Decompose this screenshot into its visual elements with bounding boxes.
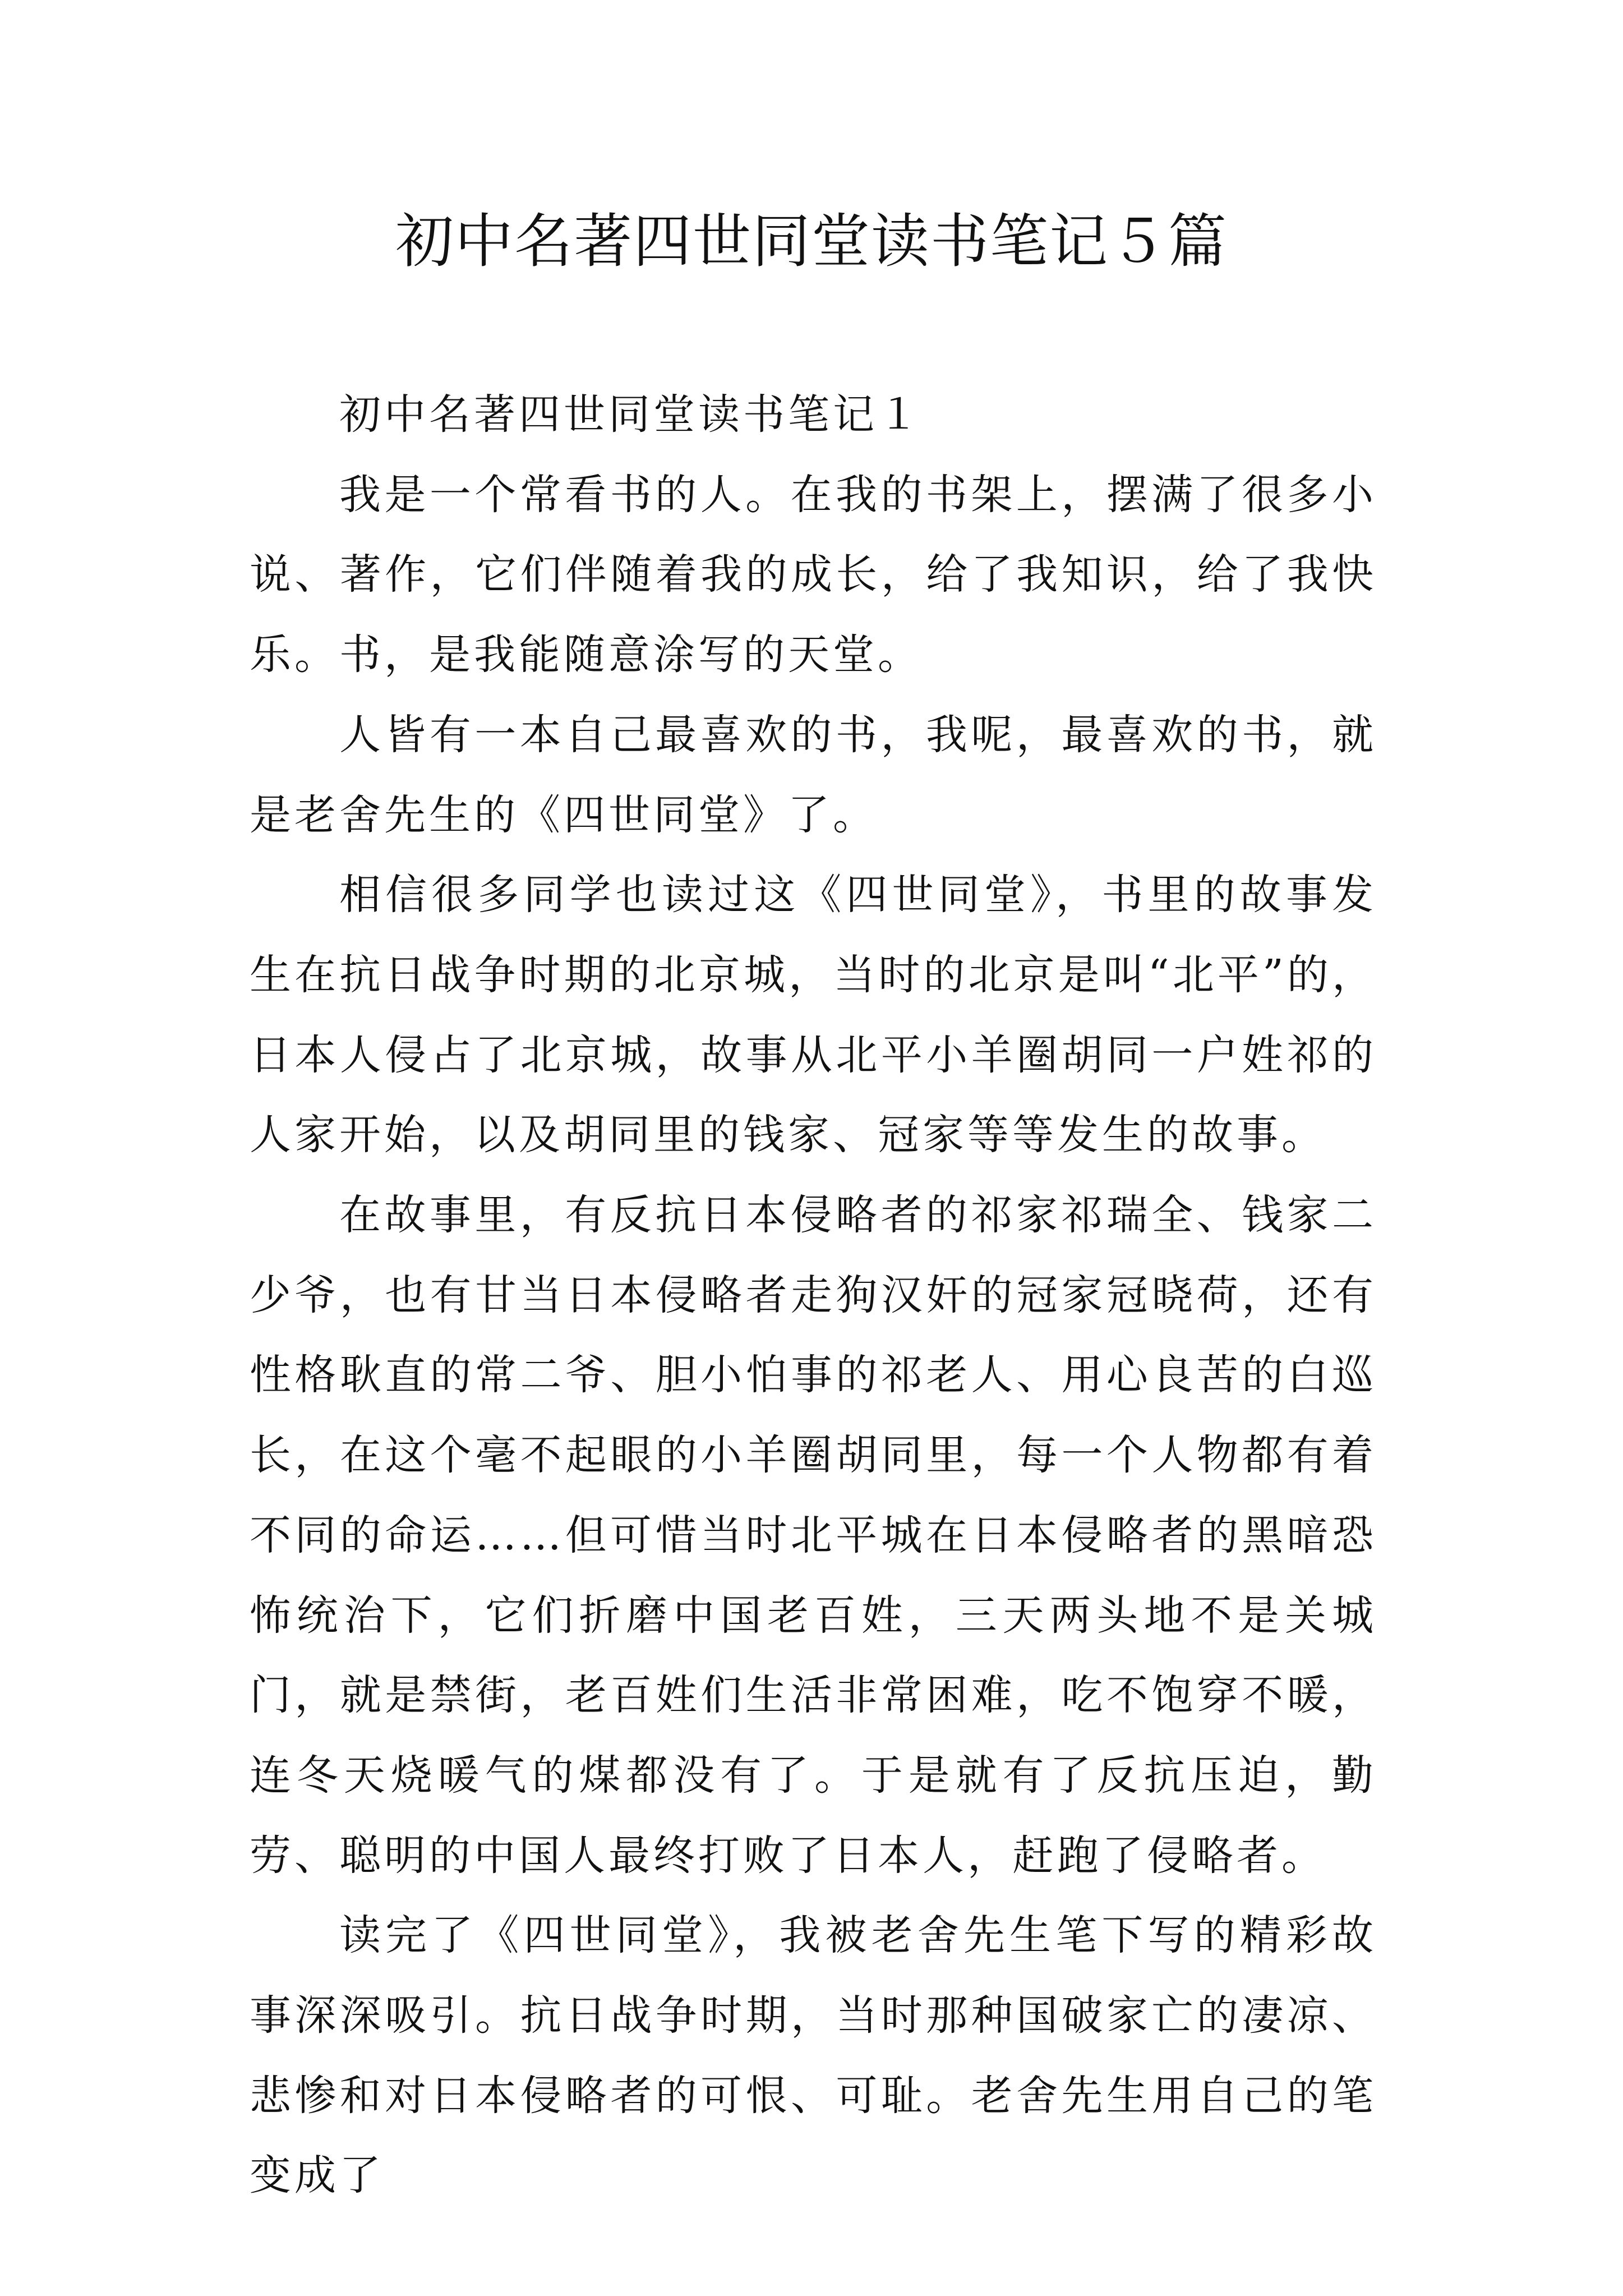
body-paragraph-4: 在故事里，有反抗日本侵略者的祁家祁瑞全、钱家二少爷，也有甘当日本侵略者走狗汉奸的冠家冠晓荷，还有性格耿直的常二爷、胆小怕事的祁老人、用心良苦的白巡长，在这个毫不起眼的小羊圈胡同里，每一个人物都有着不同的命运……但可惜当时北平城在日本侵略者的黑暗恐怖统治下，它们折磨中国老百姓，三天两头地不是关城门，就是禁街，老百姓们生活非常困难，吃不饱穿不暖，连冬天烧暖气的煤都没有了。于是就有了反抗压迫，勤劳、聪明的中国人最终打败了日本人，赶跑了侵略者。 (250, 1191, 1377, 1880)
body-paragraph-5: 读完了《四世同堂》，我被老舍先生笔下写的精彩故事深深吸引。抗日战争时期，当时那种国破家亡的凄凉、悲惨和对日本侵略者的可恨、可耻。老舍先生用自己的笔变成了 (250, 1911, 1377, 2200)
document-body (250, 375, 1377, 2216)
body-paragraph-2: 人皆有一本自己最喜欢的书，我呢，最喜欢的书，就是老舍先生的《四世同堂》了。 (250, 710, 1377, 839)
document-title: 初中名著四世同堂读书笔记５篇 (395, 207, 1228, 275)
body-paragraph-1: 我是一个常看书的人。在我的书架上，摆满了很多小说、著作，它们伴随着我的成长，给了我知识，给了我快乐。书，是我能随意涂写的天堂。 (250, 470, 1377, 679)
body-paragraph-3: 相信很多同学也读过这《四世同堂》，书里的故事发生在抗日战争时期的北京城，当时的北京是叫“北平”的，日本人侵占了北京城，故事从北平小羊圈胡同一户姓祁的人家开始，以及胡同里的钱家、冠家等等发生的故事。 (250, 871, 1377, 1159)
section-heading: 初中名著四世同堂读书笔记１ (339, 390, 923, 439)
